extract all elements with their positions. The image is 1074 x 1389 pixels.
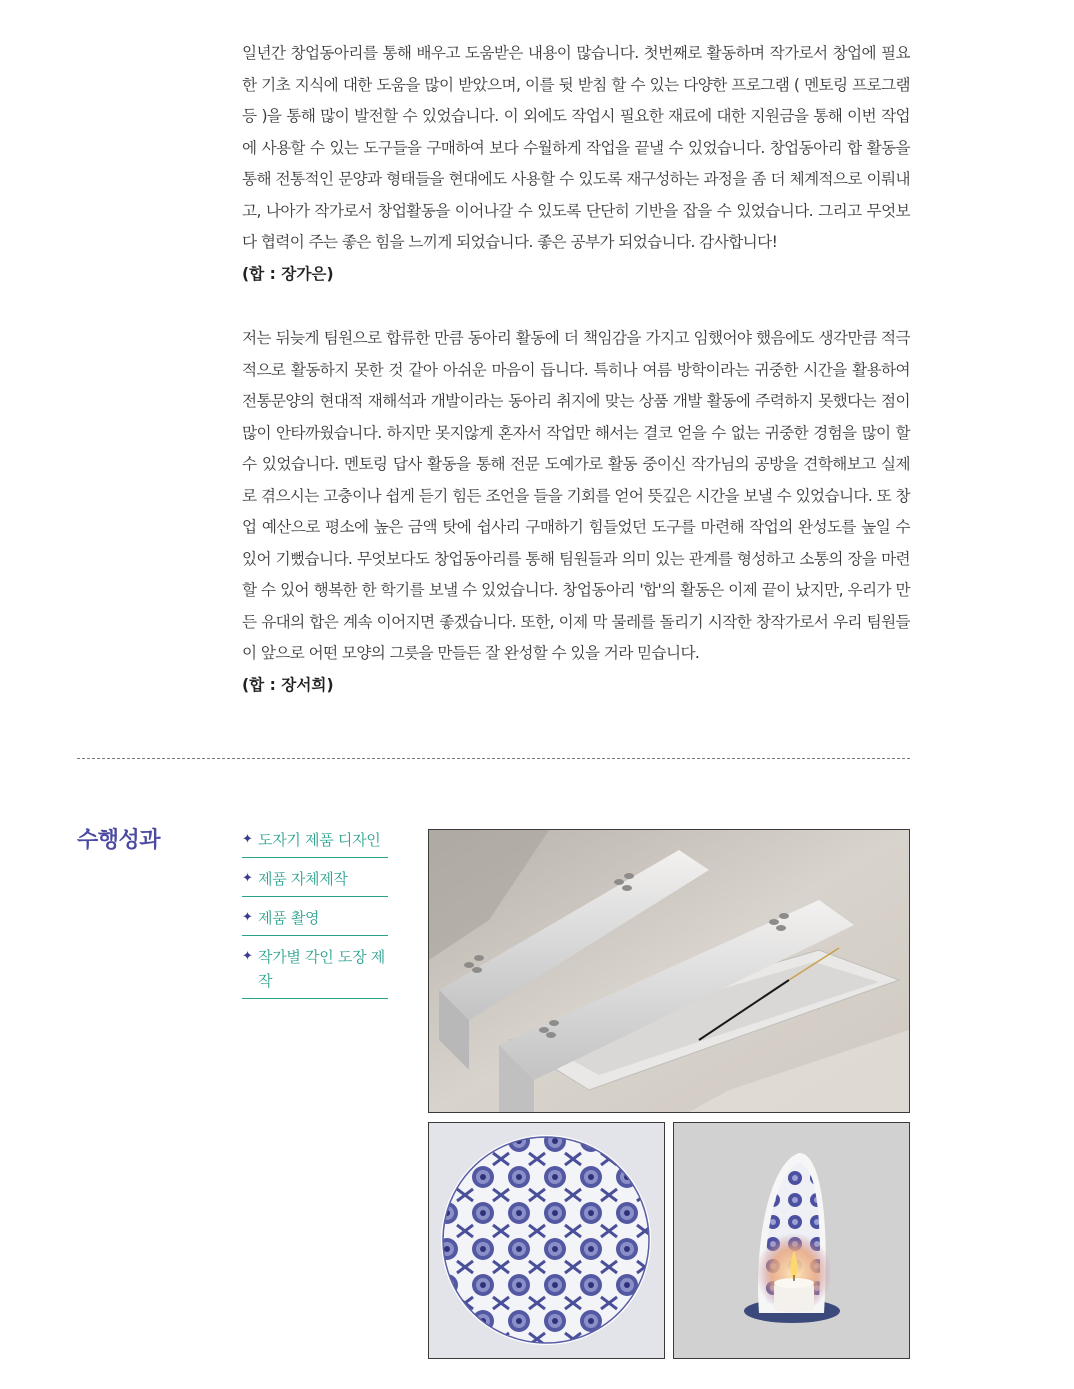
essay-paragraph-1: [242, 38, 910, 290]
star-bullet-icon: ✦: [242, 832, 253, 847]
essay-signature: (합 : 장가은): [242, 264, 334, 283]
section-title: 수행성과: [77, 828, 161, 853]
candle-holder-photo: [673, 1122, 910, 1359]
star-bullet-icon: ✦: [242, 910, 253, 925]
results-list: [242, 826, 388, 1006]
result-item-label: 제품 촬영: [258, 909, 320, 927]
star-bullet-icon: ✦: [242, 871, 253, 886]
result-item: [242, 904, 388, 936]
essay-text: 저는 뒤늦게 팀원으로 합류한 만큼 동아리 활동에 더 책임감을 가지고 임했어야 했음에도 생각만큼 적극적으로 활동하지 못한 것 같아 아쉬운 마음이 듭니다. 특히나 여름 방학이라는 귀중한 시간을 활용하여 전통문양의 현대적 재해석과 개발이라는 동아리 취지에 맞는 상품 개발 활동에 주력하지 못했다는 점이 많이 안타까웠습니다. 하지만 못지않게 혼자서 작업만 해서는 결코 얻을 수 없는 귀중한 경험을 많이 할 수 있었습니다. 멘토링 답사 활동을 통해 전문 도예가로 활동 중이신 작가님의 공방을 견학해보고 실제로 겪으시는 고충이나 쉽게 듣기 힘든 조언을 들을 기회를 얻어 뜻깊은 시간을 보낼 수 있었습니다. 또 창업 예산으로 평소에 높은 금액 탓에 쉽사리 구매하기 힘들었던 도구를 마련해 작업의 완성도를 높일 수 있어 기뻤습니다. 무엇보다도 창업동아리를 통해 팀원들과 의미 있는 관계를 형성하고 소통의 장을 마련할 수 있어 행복한 한 학기를 보낼 수 있었습니다. 창업동아리 '합'의 활동은 이제 끝이 났지만, 우리가 만든 유대의 합은 계속 이어지면 좋겠습니다. 또한, 이제 막 물레를 돌리기 시작한 창작가로서 우리 팀원들이 앞으로 어떤 모양의 그릇을 만들든 잘 완성할 수 있을 거라 믿습니다.: [242, 329, 911, 662]
result-item-label: 작가별 각인 도장 제작: [258, 948, 385, 990]
essay-text: 일년간 창업동아리를 통해 배우고 도움받은 내용이 많습니다. 첫번째로 활동하며 작가로서 창업에 필요한 기초 지식에 대한 도움을 많이 받았으며, 이를 뒷 받침 할 수 있는 다양한 프로그램 ( 멘토링 프로그램 등 )을 통해 많이 발전할 수 있었습니다. 이 외에도 작업시 필요한 재료에 대한 지원금을 통해 이번 작업에 사용할 수 있는 도구들을 구매하여 보다 수월하게 작업을 끝낼 수 있었습니다. 창업동아리 합 활동을 통해 전통적인 문양과 형태들을 현대에도 사용할 수 있도록 재구성하는 과정을 좀 더 체계적으로 이뤄내고, 나아가 작가로서 창업활동을 이어나갈 수 있도록 단단히 기반을 잡을 수 있었습니다. 그리고 무엇보다 협력이 주는 좋은 힘을 느끼게 되었습니다. 좋은 공부가 되었습니다. 감사합니다!: [242, 44, 910, 251]
essay-signature: (합 : 장서희): [242, 675, 334, 694]
result-item: [242, 943, 388, 999]
essay-paragraph-2: [242, 323, 910, 701]
star-bullet-icon: ✦: [242, 949, 253, 964]
result-item: [242, 865, 388, 897]
incense-holder-photo: [428, 829, 910, 1113]
porcelain-plate-photo: [428, 1122, 665, 1359]
dashed-divider: [77, 758, 910, 759]
result-item: [242, 826, 388, 858]
result-item-label: 제품 자체제작: [258, 870, 348, 888]
result-item-label: 도자기 제품 디자인: [258, 831, 381, 849]
